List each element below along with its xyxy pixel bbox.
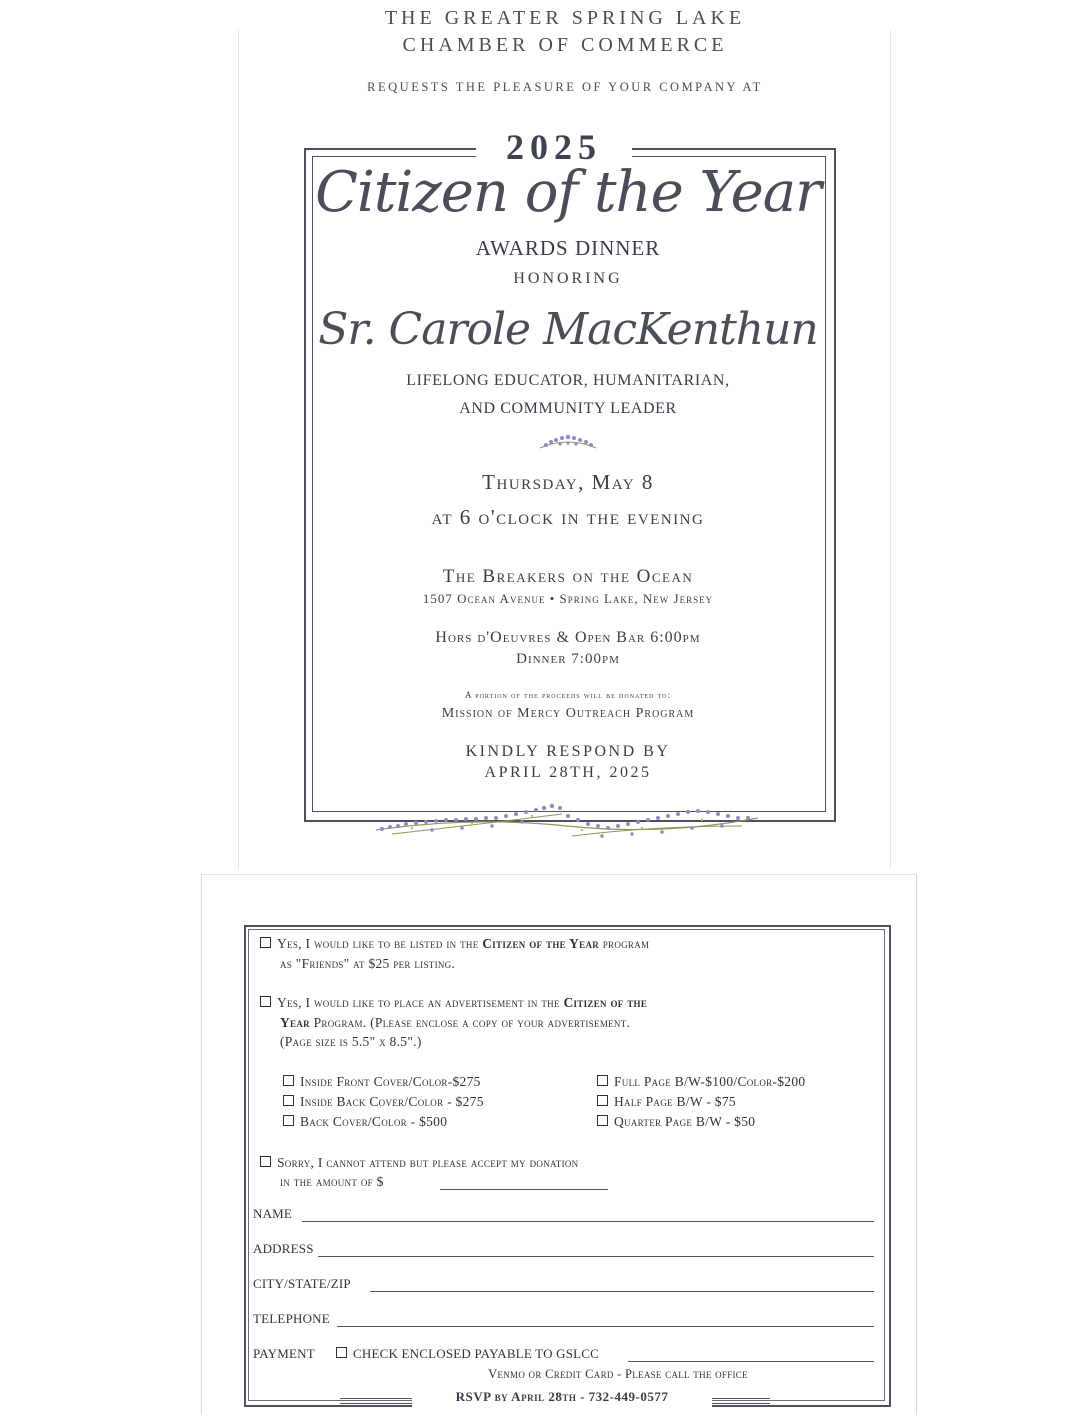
ad-option-label: Inside Front Cover/Color-$275: [300, 1074, 481, 1089]
city-state-zip-label: CITY/STATE/ZIP: [253, 1276, 351, 1291]
proceeds-note: A portion of the proceeds will be donated to:: [464, 690, 672, 700]
payment-check-field[interactable]: [628, 1361, 874, 1362]
respond-by-line1: KINDLY RESPOND BY: [465, 743, 671, 760]
payment-check-label: CHECK ENCLOSED PAYABLE TO GSLCC: [353, 1346, 600, 1361]
option-advertisement[interactable]: [260, 995, 880, 1011]
ad-option-full-page[interactable]: [597, 1074, 882, 1090]
donation-amount-label: in the amount of $: [280, 1174, 384, 1189]
option-friends-line2: as "Friends" at $25 per listing.: [280, 956, 456, 971]
event-venue: The Breakers on the Ocean: [442, 566, 694, 587]
event-time: at 6 o'clock in the evening: [431, 505, 705, 529]
respond-by-line2: APRIL 28TH, 2025: [484, 764, 652, 781]
beneficiary-name: Mission of Mercy Outreach Program: [441, 706, 695, 721]
option-friends-text-end: program: [599, 936, 650, 951]
card-edge-right: [890, 30, 891, 870]
org-name-line1: THE GREATER SPRING LAKE: [384, 7, 746, 29]
card-edge-left: [238, 30, 239, 870]
option-ad-page-size: (Page size is 5.5" x 8.5".): [280, 1034, 422, 1049]
event-year: 2025: [506, 127, 602, 167]
honoree-description-line2: AND COMMUNITY LEADER: [459, 400, 677, 417]
option-ad-program-name: Citizen of the: [563, 995, 648, 1010]
honoree-name: Sr. Carole MacKenthun: [318, 304, 818, 355]
option-ad-year: Year: [280, 1015, 310, 1030]
checkbox-check-enclosed[interactable]: [336, 1347, 347, 1358]
checkbox-inside-back[interactable]: [283, 1095, 294, 1106]
donation-amount-field[interactable]: [440, 1189, 608, 1190]
ad-option-label: Inside Back Cover/Color - $275: [300, 1094, 484, 1109]
ad-option-inside-back[interactable]: [283, 1094, 583, 1110]
payment-check-option[interactable]: [336, 1346, 599, 1362]
address-field[interactable]: [318, 1256, 874, 1257]
telephone-label: TELEPHONE: [253, 1311, 330, 1326]
option-ad-line2: [280, 1015, 880, 1031]
ad-option-label: Quarter Page B/W - $50: [614, 1114, 756, 1129]
honoree-description-line1: LIFELONG EDUCATOR, HUMANITARIAN,: [406, 372, 730, 389]
payment-label: PAYMENT: [253, 1346, 315, 1361]
event-title: Citizen of the Year: [315, 160, 821, 225]
honoring-label: HONORING: [513, 270, 623, 287]
event-date: Thursday, May 8: [482, 470, 654, 494]
ad-option-label: Half Page B/W - $75: [614, 1094, 736, 1109]
request-line: REQUESTS THE PLEASURE OF YOUR COMPANY AT: [367, 80, 763, 94]
rsvp-footer: RSVP by April 28th - 732-449-0577: [455, 1389, 669, 1404]
address-label: ADDRESS: [253, 1241, 314, 1256]
lavender-garland-icon: [372, 796, 762, 846]
ad-option-inside-front[interactable]: [283, 1074, 583, 1090]
org-name-line2: CHAMBER OF COMMERCE: [402, 34, 728, 56]
checkbox-inside-front[interactable]: [283, 1075, 294, 1086]
option-donation-text: Sorry, I cannot attend but please accept my donation: [277, 1155, 579, 1170]
option-ad-enclose-text: Program. (Please enclose a copy of your advertisement.: [309, 1015, 631, 1030]
ad-option-half-page[interactable]: [597, 1094, 882, 1110]
option-friends-program-name: Citizen of the Year: [482, 936, 600, 951]
hors-doeuvres-time: Hors d'Oeuvres & Open Bar 6:00pm: [435, 629, 701, 646]
ad-option-label: Back Cover/Color - $500: [300, 1114, 448, 1129]
lavender-sprig-small-icon: [536, 428, 600, 454]
ad-option-back-cover[interactable]: [283, 1114, 583, 1130]
venue-address: 1507 Ocean Avenue • Spring Lake, New Jersey: [422, 591, 714, 606]
checkbox-back-cover[interactable]: [283, 1115, 294, 1126]
telephone-field[interactable]: [337, 1326, 874, 1327]
name-field[interactable]: [302, 1221, 874, 1222]
ad-option-label: Full Page B/W-$100/Color-$200: [614, 1074, 806, 1089]
dinner-time: Dinner 7:00pm: [516, 651, 620, 667]
name-label: NAME: [253, 1206, 293, 1221]
checkbox-donation[interactable]: [260, 1156, 271, 1167]
option-friends-text: Yes, I would like to be listed in the: [277, 936, 483, 951]
city-state-zip-field[interactable]: [370, 1291, 874, 1292]
option-friends-listing[interactable]: [260, 936, 880, 952]
venmo-note: Venmo or Credit Card - Please call the office: [488, 1367, 748, 1381]
checkbox-friends[interactable]: [260, 937, 271, 948]
checkbox-quarter-page[interactable]: [597, 1115, 608, 1126]
ad-option-quarter-page[interactable]: [597, 1114, 882, 1130]
option-ad-text: Yes, I would like to place an advertisement in the: [277, 995, 564, 1010]
checkbox-full-page[interactable]: [597, 1075, 608, 1086]
checkbox-advertisement[interactable]: [260, 996, 271, 1007]
option-donation[interactable]: [260, 1155, 880, 1171]
event-subtitle: AWARDS DINNER: [475, 236, 661, 260]
checkbox-half-page[interactable]: [597, 1095, 608, 1106]
